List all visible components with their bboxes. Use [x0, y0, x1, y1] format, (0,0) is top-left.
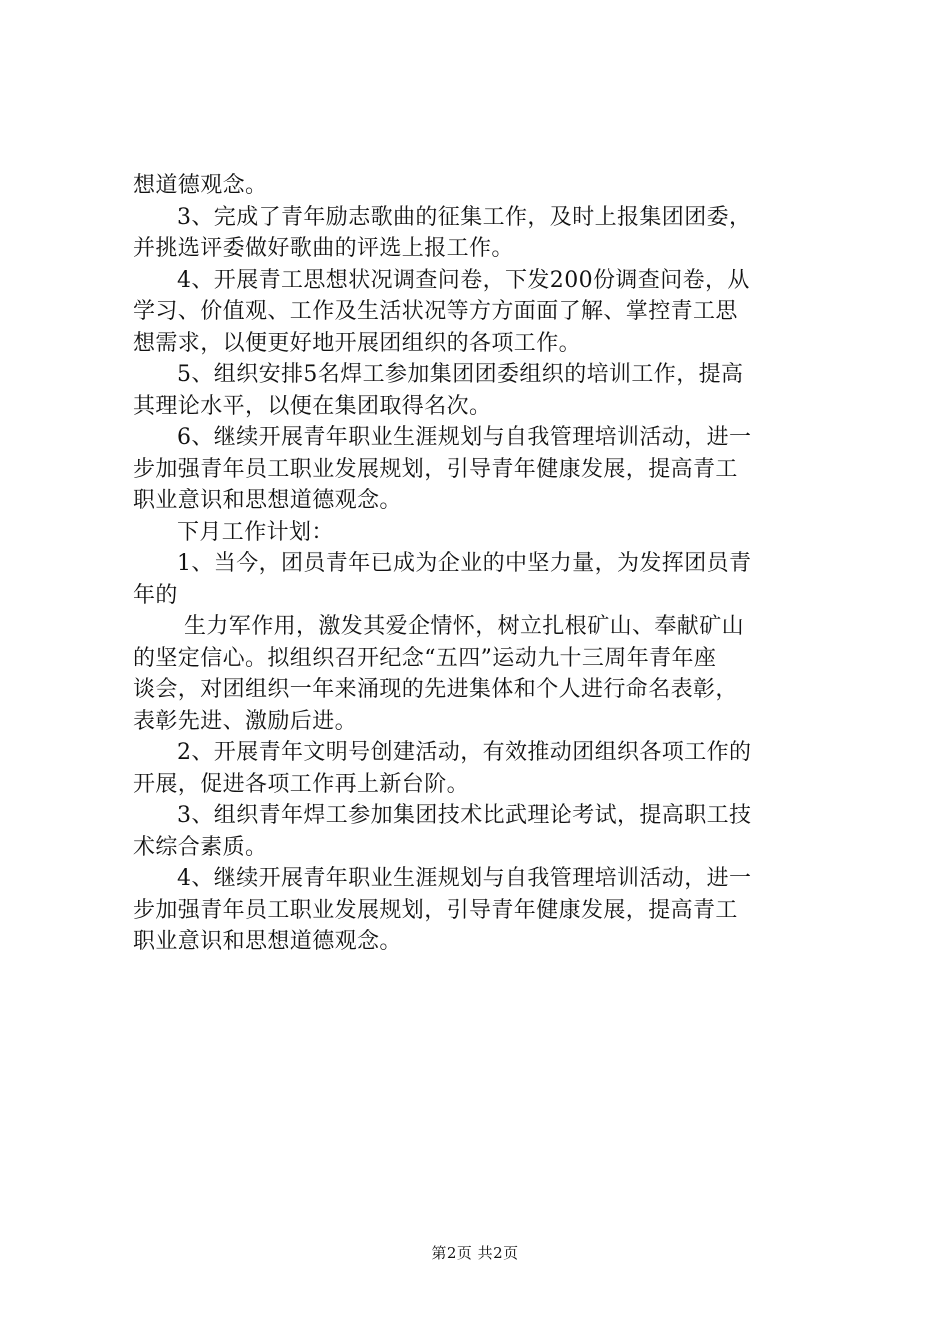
text-line: 表彰先进、激励后进。: [133, 708, 358, 734]
text-line: 3、完成了青年励志歌曲的征集工作，及时上报集团团委，: [177, 204, 752, 230]
text-line: 4、开展青工思想状况调查问卷，下发200份调查问卷，从: [177, 267, 750, 293]
text-line: 并挑选评委做好歌曲的评选上报工作。: [133, 236, 514, 261]
text-line: 1、当今，团员青年已成为企业的中坚力量，为发挥团员青: [177, 551, 752, 576]
text-line: 5、组织安排5名焊工参加集团团委组织的培训工作，提高: [177, 362, 744, 387]
text-line: 职业意识和思想道德观念。: [133, 488, 402, 513]
text-line: 想道德观念。: [133, 173, 268, 198]
text-line: 想需求，以便更好地开展团组织的各项工作。: [133, 330, 582, 356]
text-line: 步加强青年员工职业发展规划，引导青年健康发展，提高青工: [133, 897, 738, 923]
text-line: 4、继续开展青年职业生涯规划与自我管理培训活动，进一: [177, 866, 752, 891]
page-footer: 第2页 共2页: [431, 1244, 519, 1262]
text-line: 谈会，对团组织一年来涌现的先进集体和个人进行命名表彰，: [133, 677, 738, 702]
text-line: 职业意识和思想道德观念。: [133, 929, 402, 954]
document-body: [133, 170, 833, 958]
text-line: 2、开展青年文明号创建活动，有效推动团组织各项工作的: [177, 740, 752, 765]
text-line: 开展，促进各项工作再上新台阶。: [133, 771, 470, 797]
text-line: 6、继续开展青年职业生涯规划与自我管理培训活动，进一: [177, 425, 752, 450]
text-line: 步加强青年员工职业发展规划，引导青年健康发展，提高青工: [133, 456, 738, 482]
text-line: 年的: [133, 582, 178, 608]
text-line: 下月工作计划：: [177, 519, 334, 545]
text-line: 3、组织青年焊工参加集团技术比武理论考试，提高职工技: [177, 803, 752, 828]
text-line: 的坚定信心。拟组织召开纪念“五四”运动九十三周年青年座: [133, 645, 717, 671]
text-line: 术综合素质。: [133, 834, 268, 860]
text-line: 学习、价值观、工作及生活状况等方方面面了解、掌控青工思: [133, 299, 738, 324]
text-line: 其理论水平，以便在集团取得名次。: [133, 393, 492, 419]
text-line: 生力军作用，激发其爱企情怀，树立扎根矿山、奉献矿山: [184, 614, 745, 639]
